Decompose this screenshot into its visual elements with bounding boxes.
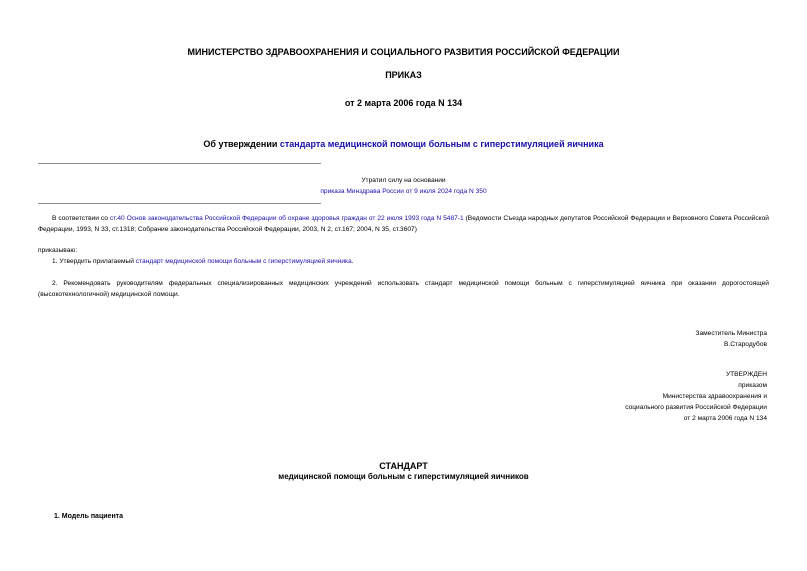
approved-line-5: от 2 марта 2006 года N 134 [683,415,767,422]
expired-link[interactable]: приказа Минздрава России от 9 июля 2024 года N 350 [320,188,487,195]
title-prefix: Об утверждении [203,139,280,149]
approved-line-3: Министерства здравоохранения и [662,393,767,400]
document-title [0,139,807,149]
signature-name: В.Стародубов [724,341,767,348]
divider-top [38,163,321,164]
ministry-heading: МИНИСТЕРСТВО ЗДРАВООХРАНЕНИЯ И СОЦИАЛЬНОГО РАЗВИТИЯ РОССИЙСКОЙ ФЕДЕРАЦИИ [187,47,620,57]
order-word: приказываю: [38,247,78,254]
signature-position: Заместитель Министра [695,330,767,337]
standard-heading: СТАНДАРТ [379,461,428,471]
preamble-suffix: (Ведомости Съезда народных депутатов Российской Федерации и Верховного Совета Российской Федерации, 1993, N 33, ст.1318; Собрание законодательства Российской Федерации, 2003, N 2, ст.167; 2004, N 35, ст.3607) [38,215,769,233]
signature-block [695,328,767,350]
approved-line-4: социального развития Российской Федерации [625,404,767,411]
approved-line-1: УТВЕРЖДЕН [725,371,767,378]
preamble-prefix: В соответствии со [52,215,110,222]
doc-date-number: от 2 марта 2006 года N 134 [344,98,463,108]
item-1-link[interactable]: стандарт медицинской помощи больным с гиперстимуляцией яичника [135,258,352,265]
approved-line-2: приказом [738,382,767,389]
approved-block [625,369,767,424]
item-1 [52,256,354,267]
doc-type: ПРИКАЗ [385,70,422,80]
preamble-law-link[interactable]: ст.40 Основ законодательства Российской Федерации об охране здоровья граждан от 22 июля 1993 года N 5487-1 [109,215,464,222]
preamble-paragraph [38,213,769,235]
item-2: 2. Рекомендовать руководителям федеральных специализированных медицинских учреждений использовать стандарт медицинской помощи больным с гиперстимуляцией яичника при оказании дорогостоящей (высокотехнологичной) медицинской помощи. [38,280,769,298]
divider-bottom [38,203,321,204]
expired-note: Утратил силу на основании [361,177,446,184]
item-1-suffix: . [351,258,354,265]
title-link[interactable]: стандарта медицинской помощи больным с гиперстимуляцией яичника [279,139,604,149]
standard-subheading: медицинской помощи больным с гиперстимуляцией яичников [278,472,529,481]
item-1-prefix: 1. Утвердить прилагаемый [52,258,136,265]
section-patient-model: 1. Модель пациента [54,513,123,520]
